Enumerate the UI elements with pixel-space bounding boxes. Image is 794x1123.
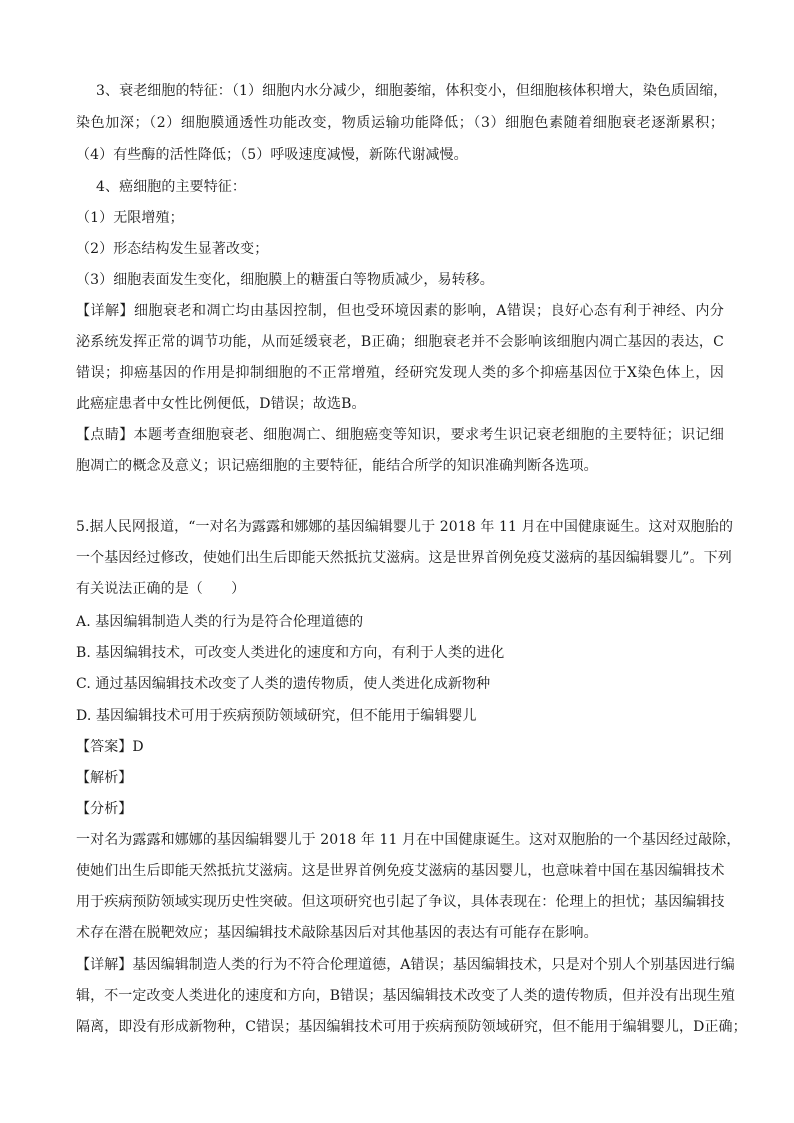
option-b: B. 基因编辑技术，可改变人类进化的速度和方向，有利于人类的进化 (76, 645, 505, 661)
text-line: 染色加深；（2）细胞膜通透性功能改变，物质运输功能降低；（3）细胞色素随着细胞衰老逐渐累积； (76, 115, 724, 131)
text-line: 3、衰老细胞的特征：（1）细胞内水分减少，细胞萎缩，体积变小，但细胞核体积增大，染色质固缩， (96, 83, 728, 99)
text-line: 【点睛】本题考查细胞衰老、细胞凋亡、细胞癌变等知识，要求考生识记衰老细胞的主要特征；识记细 (76, 427, 724, 443)
text-line: 用于疾病预防领域实现历史性突破。但这项研究也引起了争议，具体表现在：伦理上的担忧；基因编辑技 (76, 894, 725, 910)
text-line: 一对名为露露和娜娜的基因编辑婴儿于 2018 年 11 月在中国健康诞生。这对双胞胎的一个基因经过敲除， (76, 832, 741, 848)
text-line: 辑，不一定改变人类进化的速度和方向，B错误；基因编辑技术改变了人类的遗传物质，但并没有出现生殖 (76, 988, 735, 1004)
answer-label: 【答案】D (76, 739, 144, 755)
text-line: 错误；抑癌基因的作用是抑制细胞的不正常增殖，经研究发现人类的多个抑癌基因位于X染色体上，因 (76, 365, 724, 381)
option-c: C. 通过基因编辑技术改变了人类的遗传物质，使人类进化成新物种 (76, 676, 491, 692)
text-line: （4）有些酶的活性降低；（5）呼吸速度减慢，新陈代谢减慢。 (76, 147, 468, 163)
option-a: A. 基因编辑制造人类的行为是符合伦理道德的 (76, 614, 364, 630)
text-line: 泌系统发挥正常的调节功能，从而延缓衰老，B正确；细胞衰老并不会影响该细胞内凋亡基因的表达，C (76, 334, 724, 350)
option-d: D. 基因编辑技术可用于疾病预防领域研究，但不能用于编辑婴儿 (76, 708, 477, 724)
question-line: 5.据人民网报道，“一对名为露露和娜娜的基因编辑婴儿于 2018 年 11 月在中国健康诞生。这对双胞胎的 (76, 519, 734, 535)
text-line: 隔离，即没有形成新物种，C错误；基因编辑技术可用于疾病预防领域研究，但不能用于编辑婴儿，D正确； (76, 1019, 747, 1035)
text-line: 4、癌细胞的主要特征： (96, 179, 247, 195)
question-line: 一个基因经过修改，使她们出生后即能天然抵抗艾滋病。这是世界首例免疫艾滋病的基因编辑婴儿”。下列 (76, 550, 732, 566)
text-line: 【详解】基因编辑制造人类的行为不符合伦理道德，A错误；基因编辑技术，只是对个别人个别基因进行编 (76, 957, 735, 973)
text-line: （2）形态结构发生显著改变； (76, 241, 269, 257)
text-line: 此癌症患者中女性比例便低，D错误；故选B。 (76, 396, 366, 412)
text-line: （1）无限增殖； (76, 210, 184, 226)
text-line: 使她们出生后即能天然抵抗艾滋病。这是世界首例免疫艾滋病的基因婴儿，也意味着中国在基因编辑技术 (76, 863, 725, 879)
fenxi-label: 【分析】 (76, 801, 133, 817)
question-line: 有关说法正确的是（ ） (76, 581, 246, 597)
text-line: （3）细胞表面发生变化，细胞膜上的糖蛋白等物质减少，易转移。 (76, 272, 494, 288)
text-line: 胞凋亡的概念及意义；识记癌细胞的主要特征，能结合所学的知识准确判断各选项。 (76, 458, 598, 474)
analysis-label: 【解析】 (76, 770, 133, 786)
text-line: 术存在潜在脱靶效应；基因编辑技术敲除基因后对其他基因的表达有可能存在影响。 (76, 925, 598, 941)
text-line: 【详解】细胞衰老和凋亡均由基因控制，但也受环境因素的影响，A错误；良好心态有利于神经、内分 (76, 303, 724, 319)
